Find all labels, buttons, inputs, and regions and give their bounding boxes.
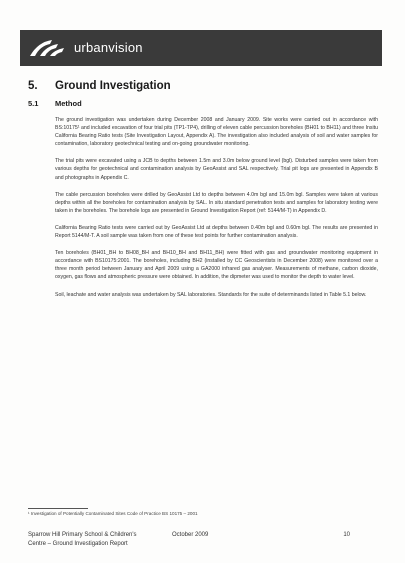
urbanvision-logo-icon (28, 36, 70, 58)
paragraph: Ten boreholes (BH01_BH to BH08_BH and BH10_BH and BH11_BH) were fitted with gas and groundwater monitoring equipment in accordance with BS10175:2001. The boreholes, including BH2 (installed by CC Geoscientists in December 2008) were monitored over a three month period between January and April 2009 using a GA2000 infrared gas analyser. Measurements of methane, carbon dioxide, oxygen, gas flows and atmospheric pressure were obtained. In addition, the dipmeter was used to monitor the depth to water level. (55, 250, 378, 281)
section-number: 5. (28, 80, 38, 92)
paragraph: The trial pits were excavated using a JCB to depths between 1.5m and 3.0m below ground level (bgl). Disturbed samples were taken from various depths for geotechnical and contamination analysis by GeoAssist and SAL respectively. Trial pit logs are presented in Appendix B and photographs in Appendix C. (55, 158, 378, 181)
paragraph: The cable percussion boreholes were drilled by GeoAssist Ltd to depths between 4.0m bgl and 15.0m bgl. Samples were taken at various depths within all the boreholes for contamination analysis by SAL. In situ standard penetration tests and samples for laboratory testing were taken in the boreholes. The borehole logs are presented in Ground Investigation Report (ref: 5144/M-T) in Appendix D. (55, 191, 378, 214)
body-text (55, 116, 378, 308)
paragraph: Soil, leachate and water analysis was undertaken by SAL laboratories. Standards for the suite of determinands listed in Table 5.1 below. (55, 291, 367, 298)
paragraph: The ground investigation was undertaken during December 2008 and January 2009. Site works were carried out in accordance with BS:10175¹ and included excavation of four trial pits (TP1-TP4), drilling of eleven cable percussion boreholes (BH01 to BH11) and three Insitu California Bearing Ratio tests (Site Investigation Layout, Appendix A). The investigation also included analysis of soil and water samples for contamination, laboratory geotechnical testing and on-going groundwater monitoring. (55, 117, 378, 148)
footnote: ¹ Investigation of Potentially Contaminated Sites Code of Practice BS 10175 – 2001 (28, 511, 198, 516)
footnote-divider (28, 508, 88, 509)
paragraph: California Bearing Ratio tests were carried out by GeoAssist Ltd at depths between 0.40m bgl and 0.60m bgl. The results are presented in Report 5144/M-T. A soil sample was taken from one of these test points for further contamination analysis. (55, 224, 378, 240)
footer-title-line2: Centre – Ground Investigation Report (28, 540, 128, 547)
section-heading (28, 80, 378, 92)
section-title: Ground Investigation (55, 80, 171, 92)
brand-name: urbanvision (74, 39, 143, 55)
page-number: 10 (343, 532, 350, 538)
subsection-number: 5.1 (28, 99, 39, 108)
subsection-title: Method (55, 99, 82, 108)
footer-title-line1: Sparrow Hill Primary School & Children's (28, 532, 137, 538)
brand-logo (28, 36, 143, 58)
footer-date: October 2009 (172, 532, 209, 538)
page-footer (28, 531, 378, 548)
subsection-heading (28, 99, 378, 108)
